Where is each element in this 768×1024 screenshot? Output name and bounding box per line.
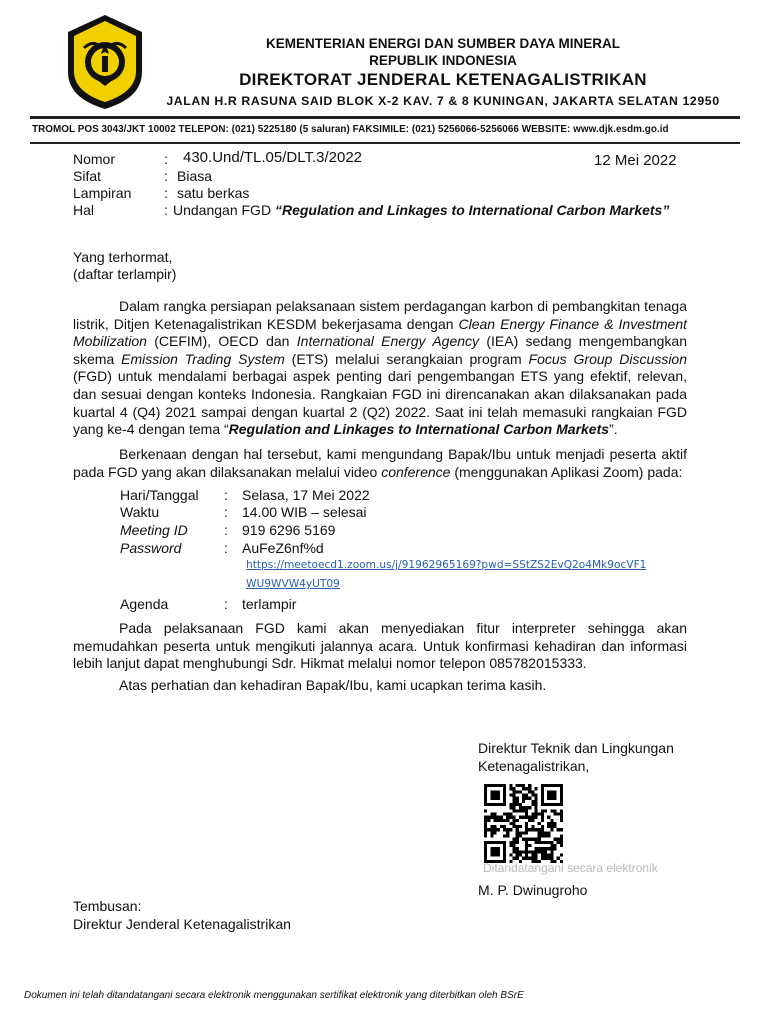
office-contact: TROMOL POS 3043/JKT 10002 TELEPON: (021) 5225180 (5 saluran) FAKSIMILE: (021) 5256066-5256066 WEBSITE: www.djk.esdm.go.id [32, 124, 669, 135]
agenda-value: terlampir [242, 596, 297, 612]
directorate-name: DIREKTORAT JENDERAL KETENAGALISTRIKAN [239, 70, 647, 89]
nomor-label: Nomor [73, 151, 116, 167]
signer-title-continued: Ketenagalistrikan, [478, 758, 590, 774]
nomor-value: 430.Und/TL.05/DLT.3/2022 [183, 149, 363, 166]
signer-name: M. P. Dwinugroho [478, 882, 588, 898]
meeting-id-label: Meeting ID [120, 522, 188, 538]
time-colon: : [224, 504, 228, 520]
date-label: Hari/Tanggal [120, 487, 199, 503]
cc-label: Tembusan: [73, 898, 142, 914]
zoom-link-continued[interactable]: WU9WVW4yUT09 [246, 578, 340, 590]
hal-colon: : [164, 202, 168, 218]
recipient-note: (daftar terlampir) [73, 266, 177, 282]
paragraph-intro: Dalam rangka persiapan pelaksanaan sistem perdagangan karbon di pembangkitan tenaga listrik, Ditjen Ketenagalistrikan KESDM bekerjasama dengan Clean Energy Finance & Investment Mobilization (CEFIM), OECD dan International Energy Agency (IEA) sedang mengembangkan skema Emission Trading System (ETS) melalui serangkaian program Focus Group Discussion (FGD) untuk mendalami berbagai aspek penting dari pengembangan ETS yang efektif, relevan, dan sesuai dengan konteks Indonesia. Rangkaian FGD ini direncanakan akan dilaksanakan pada kuartal 4 (Q4) 2021 sampai dengan kuartal 2 (Q2) 2022. Saat ini telah memasuki rangkaian FGD yang ke-4 dengan tema “Regulation and Linkages to International Carbon Markets”. [73, 298, 687, 438]
lampiran-value: satu berkas [177, 185, 250, 201]
paragraph-invitation: Berkenaan dengan hal tersebut, kami mengundang Bapak/Ibu untuk menjadi peserta aktif pada FGD yang akan dilaksanakan melalui video conference (menggunakan Aplikasi Zoom) pada: [73, 446, 687, 480]
esign-note: Ditandatangani secara elektronik [483, 861, 658, 875]
zoom-link[interactable]: https://meetoecd1.zoom.us/j/91962965169?pwd=SStZS2EvQ2o4Mk9ocVF1 [246, 559, 647, 571]
lampiran-label: Lampiran [73, 185, 132, 201]
agenda-label: Agenda [120, 596, 169, 612]
date-colon: : [224, 487, 228, 503]
date-value: Selasa, 17 Mei 2022 [242, 487, 370, 503]
ministry-name: KEMENTERIAN ENERGI DAN SUMBER DAYA MINERAL [265, 36, 621, 51]
sifat-value: Biasa [177, 168, 213, 184]
signer-title: Direktur Teknik dan Lingkungan [478, 740, 674, 756]
time-label: Waktu [120, 504, 160, 520]
header-divider-thin [30, 142, 740, 144]
hal-value [173, 202, 669, 218]
hal-prefix: Undangan FGD [173, 202, 275, 218]
meeting-id-colon: : [224, 522, 228, 538]
password-value: AuFeZ6nf%d [242, 540, 324, 556]
password-colon: : [224, 540, 228, 556]
hal-title: “Regulation and Linkages to International Carbon Markets” [274, 202, 670, 218]
esign-footer: Dokumen ini telah ditandatangani secara elektronik menggunakan sertifikat elektronik yang diterbitkan oleh BSrE [24, 990, 524, 1001]
signature-qr-code [484, 784, 563, 863]
agenda-colon: : [224, 596, 228, 612]
ministry-logo-icon [62, 12, 148, 112]
hal-label: Hal [73, 202, 95, 218]
nomor-colon: : [164, 151, 168, 167]
lampiran-colon: : [164, 185, 168, 201]
time-value: 14.00 WIB – selesai [242, 504, 367, 520]
paragraph-closing: Atas perhatian dan kehadiran Bapak/Ibu, kami ucapkan terima kasih. [119, 677, 547, 693]
password-label: Password [120, 540, 182, 556]
republic-name: REPUBLIK INDONESIA [369, 53, 517, 68]
salutation: Yang terhormat, [73, 249, 173, 265]
sifat-label: Sifat [73, 168, 102, 184]
paragraph-interpreter: Pada pelaksanaan FGD kami akan menyediakan fitur interpreter sehingga akan memudahkan peserta untuk mengikuti jalannya acara. Untuk konfirmasi kehadiran dan informasi lebih lanjut dapat menghubungi Sdr. Hikmat melalui nomor telepon 085782015333. [73, 620, 687, 672]
letter-date: 12 Mei 2022 [594, 152, 677, 169]
sifat-colon: : [164, 168, 168, 184]
meeting-id-value: 919 6296 5169 [242, 522, 336, 538]
cc-recipient: Direktur Jenderal Ketenagalistrikan [73, 916, 291, 932]
office-address: JALAN H.R RASUNA SAID BLOK X-2 KAV. 7 & 8 KUNINGAN, JAKARTA SELATAN 12950 [166, 94, 720, 108]
header-divider [30, 116, 740, 119]
